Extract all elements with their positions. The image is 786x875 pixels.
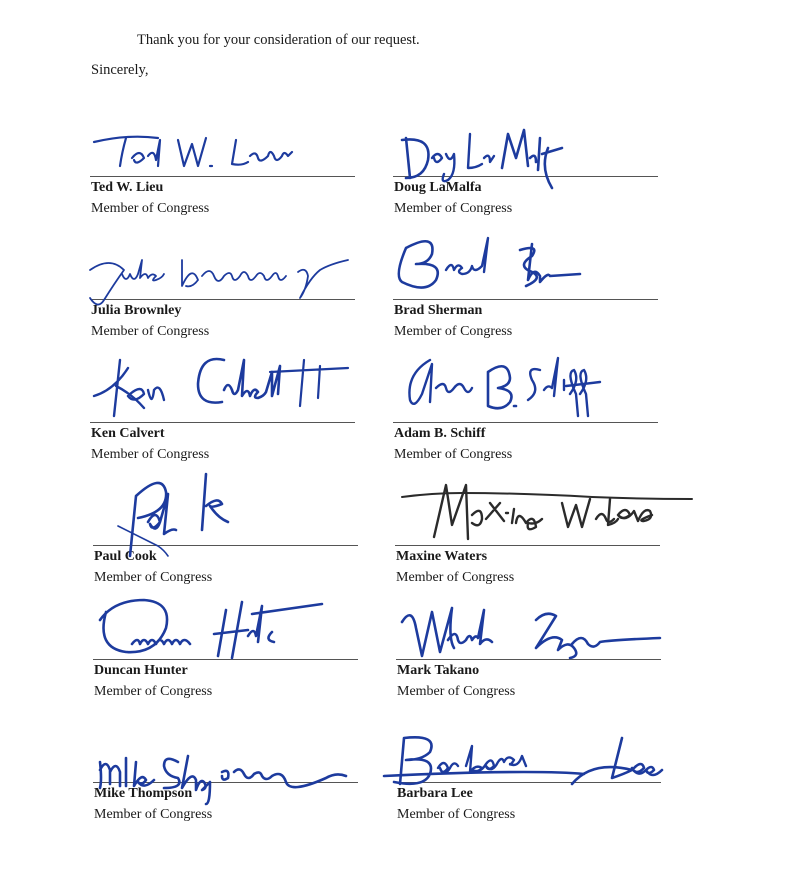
handwritten-signature-adam-schiff [404,350,614,430]
handwritten-signature-ken-calvert [90,350,355,422]
signatory-title: Member of Congress [94,807,213,822]
signature-line [90,422,355,423]
signatory-title: Member of Congress [91,447,210,462]
handwritten-signature-ted-lieu [88,128,308,178]
signatory-name: Duncan Hunter [94,663,188,678]
handwritten-signature-barbara-lee [382,728,702,800]
signatory-title: Member of Congress [394,324,513,339]
signatory-title: Member of Congress [394,201,513,216]
handwritten-signature-paul-cook [112,466,252,562]
salutation: Sincerely, [91,62,149,78]
signatory-name: Ken Calvert [91,426,165,441]
signatory-name: Adam B. Schiff [394,426,486,441]
handwritten-signature-maxine-waters [398,475,698,547]
signatory-title: Member of Congress [394,447,513,462]
handwritten-signature-julia-brownley [86,250,356,312]
handwritten-signature-duncan-hunter [92,592,322,664]
signatory-title: Member of Congress [94,684,213,699]
signatory-name: Paul Cook [94,549,157,564]
signatory-name: Maxine Waters [396,549,488,564]
signatory-name: Mark Takano [397,663,480,678]
signatory-title: Member of Congress [91,201,210,216]
signatory-name: Barbara Lee [397,786,473,801]
signatory-name: Doug LaMalfa [394,180,482,195]
handwritten-signature-mark-takano [396,600,666,662]
signatory-name: Ted W. Lieu [91,180,164,195]
handwritten-signature-mike-thompson [94,742,334,800]
signatory-name: Brad Sherman [394,303,483,318]
handwritten-signature-doug-lamalfa [398,128,578,196]
signatory-title: Member of Congress [397,807,516,822]
signatory-title: Member of Congress [94,570,213,585]
signatory-name: Mike Thompson [94,786,193,801]
signatory-title: Member of Congress [91,324,210,339]
signatory-title: Member of Congress [397,684,516,699]
signatory-title: Member of Congress [396,570,515,585]
closing-sentence: Thank you for your consideration of our request. [137,32,420,48]
handwritten-signature-brad-sherman [392,234,582,294]
signatory-name: Julia Brownley [91,303,182,318]
signature-line [393,299,658,300]
